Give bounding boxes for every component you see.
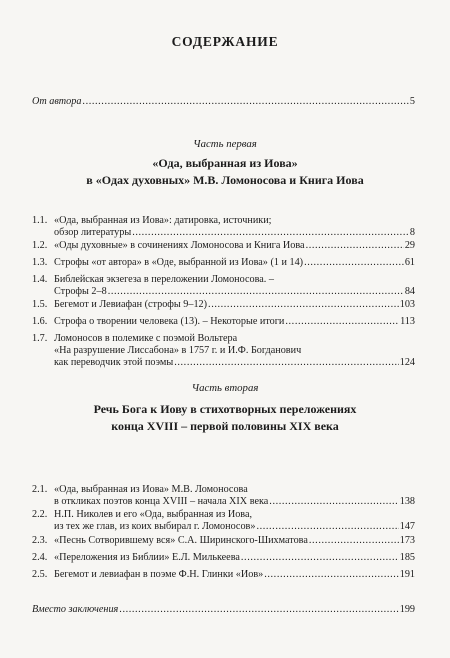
leader-dots (82, 96, 408, 108)
leader-dots (241, 552, 399, 564)
toc-entry-text: как переводчик этой поэмы (54, 357, 174, 369)
toc-entry-page: 138 (399, 496, 415, 508)
leader-dots (132, 227, 409, 239)
toc-entry-text: Бегемот и Левиафан (строфы 9–12) (54, 299, 208, 310)
leader-dots (264, 569, 398, 581)
toc-entry-page: 61 (404, 257, 415, 268)
toc-entry[interactable] (32, 316, 415, 328)
part2-heading: Часть вторая (191, 382, 259, 394)
toc-entry-text: «Песнь Сотворившему вся» С.А. Ширинского-Шихматова (54, 535, 308, 546)
leader-dots (306, 240, 404, 252)
toc-entry-text: «Ода, выбранная из Иова»: датировка, источники; (54, 215, 272, 226)
toc-entry-text: «Оды духовные» в сочинениях Ломоносова и Книга Иова (54, 240, 305, 251)
toc-entry-number: 2.1. (32, 484, 48, 495)
toc-entry-text: в откликах поэтов конца XVIII – начала XIX века (54, 496, 269, 508)
toc-entry-text: Строфы 2–8 (54, 286, 107, 298)
toc-entry-text: из тех же глав, из коих выбирал г. Ломоносов» (54, 521, 256, 533)
toc-entry-text: обзор литературы (54, 227, 132, 239)
toc-entry-number: 1.2. (32, 240, 48, 251)
toc-entry-text: Строфы «от автора» в «Оде, выбранной из Иова» (1 и 14) (54, 257, 304, 268)
toc-entry-number: 1.7. (32, 333, 48, 344)
toc-entry-number: 1.3. (32, 257, 48, 268)
toc-intro-label: От автора (32, 96, 82, 107)
toc-entry[interactable] (32, 569, 415, 581)
leader-dots (269, 496, 398, 508)
toc-entry[interactable] (32, 240, 415, 252)
toc-entry-number: 2.2. (32, 509, 48, 520)
toc-entry[interactable] (32, 552, 415, 564)
toc-entry[interactable] (32, 509, 415, 533)
toc-outro-label: Вместо заключения (32, 604, 119, 615)
part2-title-line1: Речь Бога к Иову в стихотворных переложениях (93, 402, 357, 416)
toc-entry-number: 1.6. (32, 316, 48, 327)
leader-dots (119, 604, 398, 616)
part1-title-line2: в «Одах духовных» М.В. Ломоносова и Книга Иова (86, 173, 364, 187)
toc-entry-text: Библейская экзегеза в переложении Ломоносова. – (54, 274, 274, 285)
toc-outro-line[interactable] (32, 604, 415, 616)
leader-dots (174, 357, 398, 369)
toc-entry-number: 2.5. (32, 569, 48, 580)
leader-dots (256, 521, 398, 533)
leader-dots (108, 286, 404, 298)
toc-entry-page: 113 (400, 316, 415, 327)
toc-entry-number: 2.3. (32, 535, 48, 546)
toc-entry-text: Строфа о творении человека (13). – Некоторые итоги (54, 316, 285, 327)
part1-heading: Часть первая (193, 138, 257, 150)
toc-entry-text: Ломоносов в полемике с поэмой Вольтера (54, 333, 238, 344)
toc-entry-page: 147 (399, 521, 415, 533)
leader-dots (208, 299, 399, 311)
part2-title-line2: конца XVIII – первой половины XIX века (111, 419, 339, 433)
toc-entry-number: 2.4. (32, 552, 48, 563)
toc-entry-page: 173 (399, 535, 415, 546)
toc-intro-line[interactable] (32, 96, 415, 108)
toc-entry-page: 29 (404, 240, 415, 251)
toc-entry[interactable] (32, 299, 415, 311)
toc-entry[interactable] (32, 535, 415, 547)
toc-entry-text: «На разрушение Лиссабона» в 1757 г. и И.Ф. Богданович (54, 345, 302, 357)
toc-entry-text: Н.П. Николев и его «Ода, выбранная из Иова, (54, 509, 253, 520)
leader-dots (285, 316, 399, 328)
leader-dots (304, 257, 404, 269)
toc-entry-page: 84 (404, 286, 415, 298)
part1-title-line1: «Ода, выбранная из Иова» (152, 156, 298, 170)
toc-entry[interactable] (32, 484, 415, 508)
toc-entry[interactable] (32, 274, 415, 298)
toc-entry-number: 1.4. (32, 274, 48, 285)
toc-entry-number: 1.5. (32, 299, 48, 310)
toc-entry-page: 8 (409, 227, 415, 239)
toc-outro-page: 199 (399, 604, 415, 615)
toc-entry-number: 1.1. (32, 215, 48, 226)
toc-entry-text: «Переложения из Библии» Е.Л. Милькеева (54, 552, 240, 563)
page-title: СОДЕРЖАНИЕ (171, 34, 279, 49)
toc-entry-text: Бегемот и левиафан в поэме Ф.Н. Глинки «Иов» (54, 569, 264, 580)
leader-dots (309, 535, 399, 547)
toc-entry-page: 185 (399, 552, 415, 563)
toc-intro-page: 5 (409, 96, 415, 107)
toc-entry-page: 103 (399, 299, 415, 310)
toc-entry-text: «Ода, выбранная из Иова» М.В. Ломоносова (54, 484, 248, 495)
toc-entry[interactable] (32, 215, 415, 239)
toc-entry[interactable] (32, 257, 415, 269)
toc-entry-page: 191 (399, 569, 415, 580)
toc-entry[interactable] (32, 333, 415, 369)
toc-entry-page: 124 (399, 357, 415, 369)
